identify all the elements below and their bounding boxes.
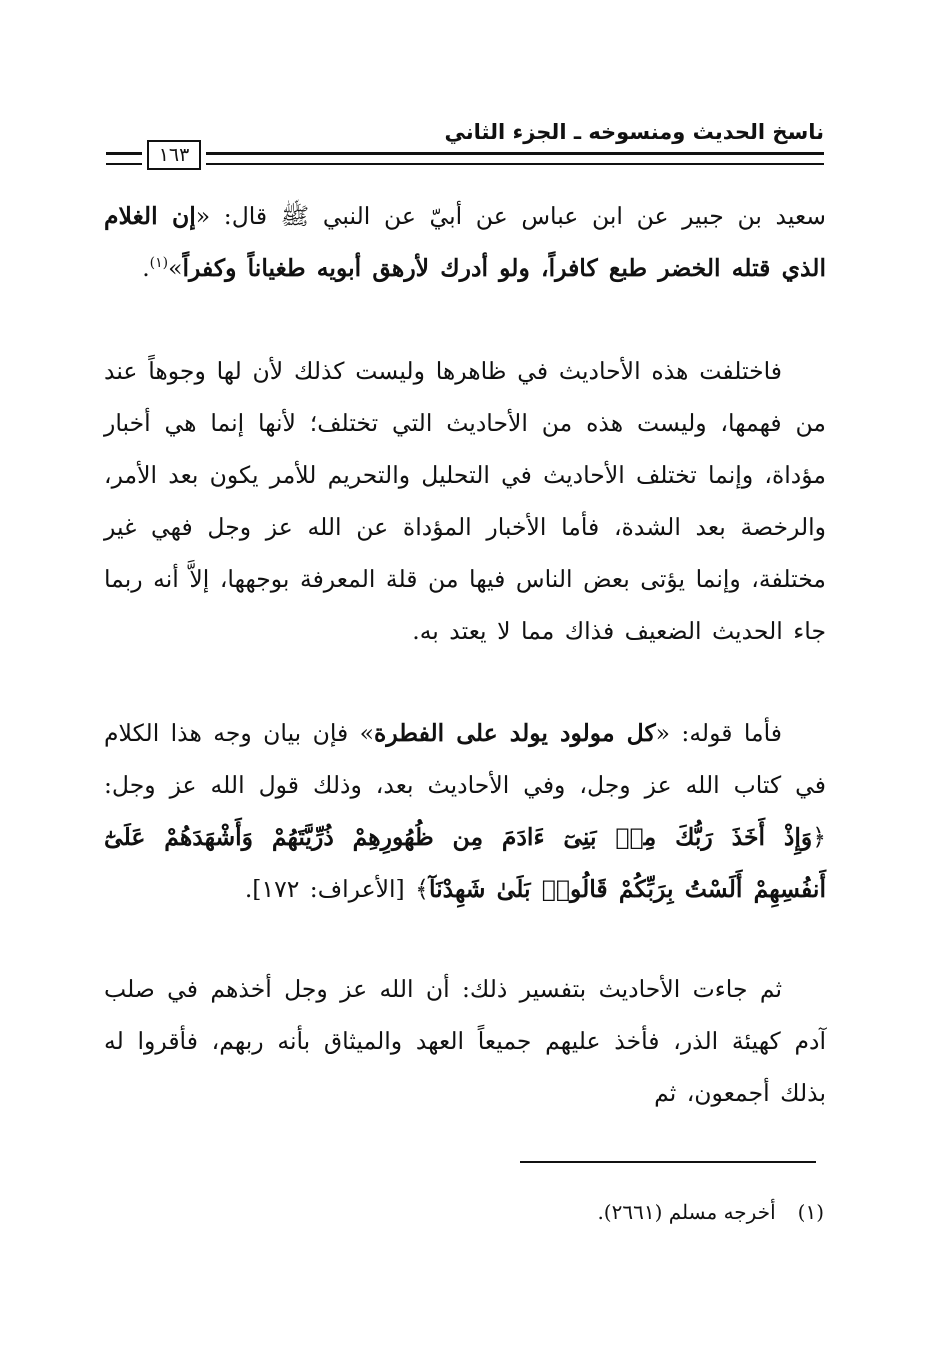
running-title: ناسخ الحديث ومنسوخه ـ الجزء الثاني	[444, 120, 824, 144]
paragraph-3-hadith-quote: كل مولود يولد على الفطرة	[374, 719, 656, 747]
header-rule	[206, 152, 824, 165]
footnote-1	[597, 1200, 824, 1224]
footnote-text: أخرجه مسلم (٢٦٦١).	[597, 1200, 776, 1224]
paragraph-1-text-c: .	[142, 254, 150, 282]
paragraph-3-text-b: » فإن بيان وجه هذا الكلام في كتاب الله عز وجل، وفي الأحاديث بعد، وذلك قول الله عز وجل: ﴿	[104, 719, 827, 851]
paragraph-3-text-a: فأما قوله: «	[655, 719, 782, 747]
paragraph-1-text-a: سعيد بن جبير عن ابن عباس عن أبيّ عن النبي ﷺ قال: «	[195, 202, 826, 230]
paragraph-4: ثم جاءت الأحاديث بتفسير ذلك: أن الله عز وجل أخذهم في صلب آدم كهيئة الذر، فأخذ عليهم جميعاً العهد والميثاق بأنه ربهم، فأقروا له بذلك أجمعون، ثم	[104, 975, 826, 1107]
paragraph-1	[104, 190, 826, 294]
page-number: ١٦٣	[147, 140, 201, 170]
footnote-number: (١)	[797, 1200, 824, 1224]
paragraph-1-text-b: »	[168, 254, 183, 282]
paragraph-2: فاختلفت هذه الأحاديث في ظاهرها وليست كذلك لأن لها وجوهاً عند من فهمها، وليست هذه من الأحاديث التي تختلف؛ لأنها إنما هي أخبار مؤداة، وإنما تختلف الأحاديث في التحليل والتحريم للأمر يكون بعد الأمر، والرخصة بعد الشدة، فأما الأخبار المؤداة عن الله عز وجل فهي غير مختلفة، وإنما يؤتى بعض الناس فيها من قلة المعرفة بوجهها، إلاَّ أنه ربما جاء الحديث الضعيف فذاك مما لا يعتد به.	[104, 357, 826, 645]
paragraph-3	[104, 707, 826, 915]
footnote-ref-1[interactable]: (١)	[149, 255, 169, 272]
paragraph-1-hadith-quote: إن الغلام الذي قتله الخضر طبع كافراً، ولو أدرك لأرهق أبويه طغياناً وكفراً	[104, 202, 826, 282]
header-dash	[106, 152, 142, 165]
footnote-separator	[520, 1161, 816, 1163]
paragraph-3-text-c: ﴾ [الأعراف: ١٧٢].	[244, 875, 429, 903]
quran-verse: وَإِذْ أَخَذَ رَبُّكَ مِنۢ بَنِىٓ ءَادَمَ مِن ظُهُورِهِمْ ذُرِّيَّتَهُمْ وَأَشْهَدَهُمْ عَلَىٰٓ أَنفُسِهِمْ أَلَسْتُ بِرَبِّكُمْ قَالُوا۟ بَلَىٰ شَهِدْنَآ	[104, 823, 826, 903]
